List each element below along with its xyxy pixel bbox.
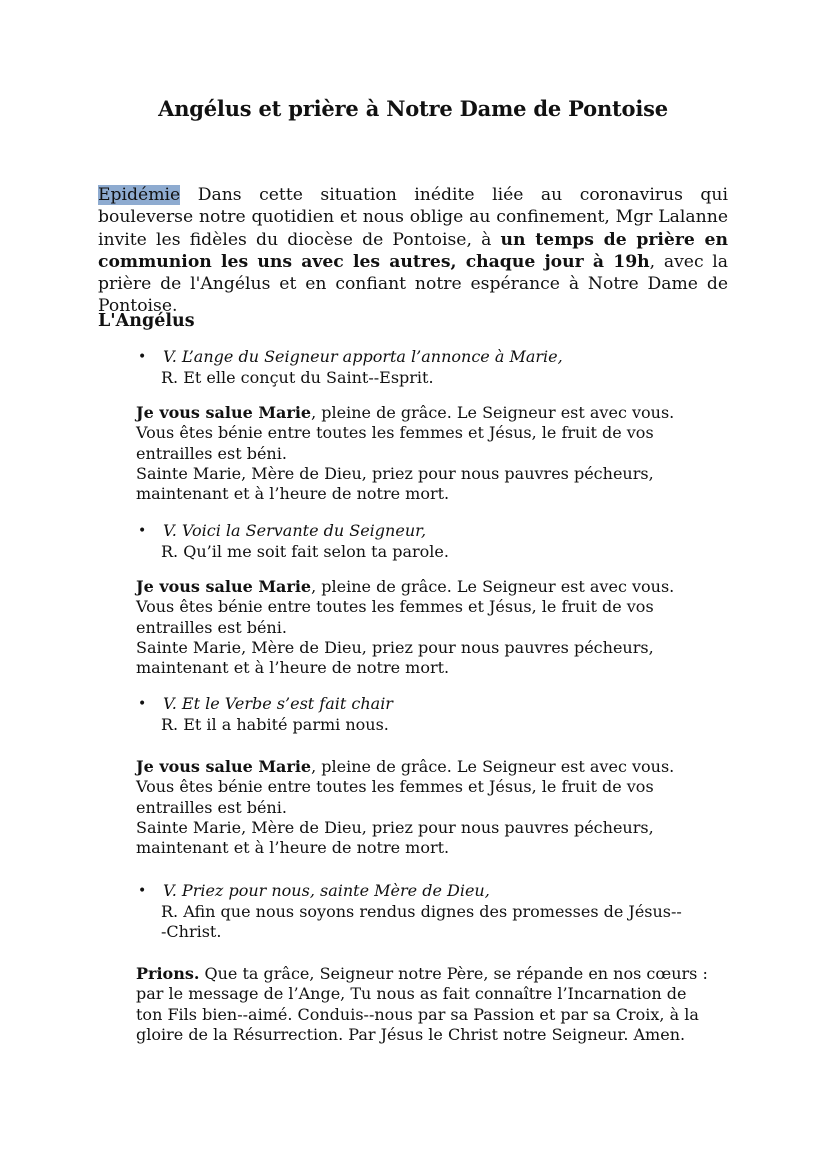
- ave-line: Sainte Marie, Mère de Dieu, priez pour nous pauvres pécheurs,: [136, 637, 654, 657]
- page-title: Angélus et prière à Notre Dame de Pontoise: [158, 96, 668, 121]
- versicle-text: V. Et le Verbe s’est fait chair: [163, 694, 393, 713]
- bullet-icon: •: [138, 523, 147, 539]
- intro-paragraph: [98, 184, 728, 318]
- intro-bold: un temps de prière en communion les uns avec les autres, chaque jour à 19h: [98, 229, 728, 272]
- prayer-line: Que ta grâce, Seigneur notre Père, se répande en nos cœurs :: [199, 964, 708, 983]
- prayer-line: gloire de la Résurrection. Par Jésus le Christ notre Seigneur. Amen.: [136, 1024, 686, 1044]
- response-text: R. Et elle conçut du Saint--Esprit.: [161, 367, 434, 387]
- ave-line: maintenant et à l’heure de notre mort.: [136, 658, 450, 678]
- versicle-3: [136, 694, 393, 735]
- section-heading: L'Angélus: [98, 311, 195, 331]
- ave-maria-3: [136, 757, 696, 858]
- ave-maria-2: [136, 577, 696, 678]
- versicle-text: V. Priez pour nous, sainte Mère de Dieu,: [163, 881, 490, 900]
- ave-line: , pleine de grâce. Le Seigneur est avec vous.: [311, 577, 675, 596]
- ave-line: Vous êtes bénie entre toutes les femmes et Jésus, le fruit de vos: [136, 423, 654, 443]
- ave-line: maintenant et à l’heure de notre mort.: [136, 838, 450, 858]
- versicle-text: V. Voici la Servante du Seigneur,: [163, 521, 427, 540]
- response-text: R. Et il a habité parmi nous.: [161, 714, 389, 734]
- versicle-4: [136, 881, 682, 943]
- intro-text-1: Dans cette situation inédite liée au coronavirus qui bouleverse notre quotidien et nous oblige au confinement, Mgr Lalanne invite les fidèles du diocèse de Pontoise, à: [98, 185, 728, 250]
- versicle-2: [136, 521, 449, 562]
- response-text: R. Qu’il me soit fait selon ta parole.: [161, 541, 449, 561]
- bullet-icon: •: [138, 883, 147, 899]
- response-text: R. Afin que nous soyons rendus dignes des promesses de Jésus--: [161, 901, 682, 921]
- intro-text-2: , avec la prière de l'Angélus et en confiant notre espérance à Notre Dame de Pontoise.: [98, 251, 729, 317]
- closing-prayer: [136, 964, 708, 1045]
- highlighted-word: Epidémie: [98, 185, 181, 205]
- ave-bold: Je vous salue Marie: [136, 577, 312, 596]
- prayer-line: ton Fils bien--aimé. Conduis--nous par sa Passion et par sa Croix, à la: [136, 1004, 699, 1024]
- bullet-icon: •: [138, 349, 147, 365]
- ave-line: Vous êtes bénie entre toutes les femmes et Jésus, le fruit de vos: [136, 777, 654, 797]
- ave-line: , pleine de grâce. Le Seigneur est avec vous.: [311, 757, 675, 776]
- bullet-icon: •: [138, 696, 147, 712]
- ave-maria-1: [136, 403, 696, 504]
- ave-line: Sainte Marie, Mère de Dieu, priez pour nous pauvres pécheurs,: [136, 817, 654, 837]
- prions-bold: Prions.: [136, 964, 200, 983]
- versicle-1: [136, 347, 563, 388]
- ave-line: Sainte Marie, Mère de Dieu, priez pour nous pauvres pécheurs,: [136, 463, 654, 483]
- ave-bold: Je vous salue Marie: [136, 757, 312, 776]
- ave-line: entrailles est béni.: [136, 443, 287, 463]
- ave-line: , pleine de grâce. Le Seigneur est avec vous.: [311, 403, 675, 422]
- ave-line: maintenant et à l’heure de notre mort.: [136, 484, 450, 504]
- ave-bold: Je vous salue Marie: [136, 403, 312, 422]
- response-text-continued: -Christ.: [161, 922, 222, 941]
- ave-line: entrailles est béni.: [136, 797, 287, 817]
- versicle-text: V. L’ange du Seigneur apporta l’annonce à Marie,: [163, 347, 563, 366]
- ave-line: entrailles est béni.: [136, 617, 287, 637]
- ave-line: Vous êtes bénie entre toutes les femmes et Jésus, le fruit de vos: [136, 597, 654, 617]
- prayer-line: par le message de l’Ange, Tu nous as fait connaître l’Incarnation de: [136, 984, 687, 1004]
